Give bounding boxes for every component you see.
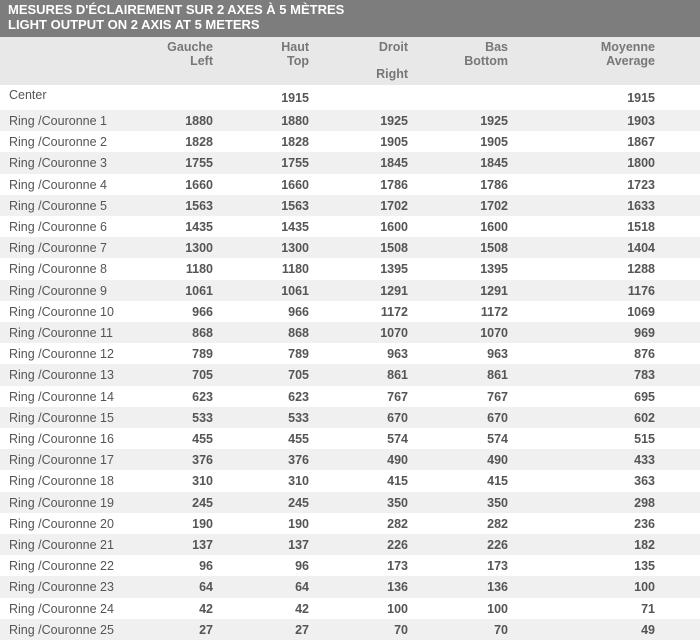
cell-top: 1880 [281, 114, 309, 128]
table-row [0, 322, 700, 343]
table-row [0, 110, 700, 131]
cell-right: 1600 [380, 220, 408, 234]
cell-left: 27 [199, 622, 213, 637]
cell-bottom: 1786 [480, 177, 508, 192]
cell-right: 350 [387, 495, 408, 510]
cell-top: 190 [288, 516, 309, 531]
cell-bottom: 767 [487, 389, 508, 404]
table-row [0, 534, 700, 555]
cell-average: 515 [634, 432, 655, 446]
table-row [0, 258, 700, 279]
row-label: Ring /Couronne 23 [9, 580, 114, 595]
row-label: Ring /Couronne 3 [9, 156, 107, 171]
cell-average: 363 [634, 474, 655, 489]
cell-left: 376 [192, 453, 213, 468]
cell-top: 1828 [281, 135, 309, 150]
cell-left: 1828 [185, 135, 213, 150]
cell-left: 190 [192, 516, 213, 531]
row-label: Ring /Couronne 25 [9, 622, 114, 637]
cell-average: 969 [634, 326, 655, 340]
cell-average: 100 [634, 580, 655, 595]
cell-left: 868 [192, 326, 213, 340]
cell-left: 310 [192, 474, 213, 489]
cell-average: 1404 [627, 241, 655, 256]
cell-left: 137 [192, 538, 213, 552]
cell-right: 1508 [380, 241, 408, 256]
row-label: Ring /Couronne 24 [9, 601, 114, 616]
table-row [0, 428, 700, 449]
cell-left: 1660 [185, 177, 213, 192]
cell-average: 1176 [627, 283, 655, 298]
row-label: Ring /Couronne 18 [9, 474, 114, 489]
table-row [0, 407, 700, 428]
header-top [281, 41, 309, 68]
cell-left: 533 [192, 410, 213, 425]
cell-bottom: 1395 [480, 262, 508, 277]
row-label: Ring /Couronne 12 [9, 347, 114, 362]
cell-bottom: 1702 [480, 198, 508, 213]
cell-top: 1915 [281, 91, 309, 105]
cell-bottom: 415 [487, 474, 508, 489]
cell-right: 490 [387, 453, 408, 468]
table-row [0, 492, 700, 513]
table-row [0, 513, 700, 534]
header-average-fr: Moyenne [600, 40, 655, 54]
cell-bottom: 1172 [480, 304, 508, 319]
row-label: Ring /Couronne 22 [9, 559, 114, 574]
cell-bottom: 1291 [480, 283, 508, 298]
row-label: Center [9, 88, 47, 102]
cell-bottom: 670 [487, 410, 508, 425]
table-title [0, 0, 700, 37]
cell-average: 433 [634, 453, 655, 468]
row-label: Ring /Couronne 15 [9, 410, 114, 425]
cell-left: 1563 [185, 198, 213, 213]
cell-right: 1070 [380, 326, 408, 340]
cell-bottom: 861 [487, 368, 508, 383]
row-label: Ring /Couronne 13 [9, 368, 114, 383]
cell-bottom: 1905 [480, 135, 508, 150]
table-row [0, 555, 700, 576]
cell-right: 415 [387, 474, 408, 489]
cell-bottom: 70 [494, 622, 508, 637]
cell-right: 1702 [380, 198, 408, 213]
cell-top: 1660 [281, 177, 309, 192]
table-row [0, 576, 700, 597]
cell-top: 789 [288, 347, 309, 362]
cell-top: 1180 [281, 262, 309, 277]
header-right [376, 41, 408, 81]
table-row [0, 598, 700, 619]
cell-right: 173 [387, 559, 408, 574]
cell-average: 1915 [627, 91, 655, 105]
cell-average: 1867 [627, 135, 655, 150]
cell-average: 182 [634, 538, 655, 552]
cell-average: 298 [634, 495, 655, 510]
table-row [0, 280, 700, 301]
header-right-fr: Droit [378, 40, 408, 54]
cell-average: 1518 [627, 220, 655, 234]
table-row [0, 85, 700, 110]
cell-left: 1061 [185, 283, 213, 298]
cell-top: 966 [288, 304, 309, 319]
cell-bottom: 1508 [480, 241, 508, 256]
cell-left: 623 [192, 389, 213, 404]
cell-average: 602 [634, 410, 655, 425]
header-top-en: Top [287, 53, 309, 68]
cell-bottom: 574 [487, 432, 508, 446]
cell-average: 783 [634, 368, 655, 383]
header-bottom-en: Bottom [464, 53, 508, 68]
cell-left: 245 [192, 495, 213, 510]
cell-right: 963 [387, 347, 408, 362]
cell-bottom: 1845 [480, 156, 508, 171]
cell-average: 1288 [627, 262, 655, 277]
cell-top: 533 [288, 410, 309, 425]
row-label: Ring /Couronne 17 [9, 453, 114, 468]
cell-right: 767 [387, 389, 408, 404]
table-row [0, 343, 700, 364]
row-label: Ring /Couronne 14 [9, 389, 114, 404]
cell-right: 1786 [380, 177, 408, 192]
cell-bottom: 350 [487, 495, 508, 510]
row-label: Ring /Couronne 19 [9, 495, 114, 510]
cell-right: 70 [394, 622, 408, 637]
cell-left: 96 [199, 559, 213, 574]
cell-right: 1845 [380, 156, 408, 171]
cell-top: 1300 [281, 241, 309, 256]
cell-average: 695 [634, 389, 655, 404]
row-label: Ring /Couronne 1 [9, 114, 107, 128]
table-row [0, 386, 700, 407]
cell-top: 310 [288, 474, 309, 489]
cell-right: 1905 [380, 135, 408, 150]
cell-right: 226 [387, 538, 408, 552]
cell-right: 136 [387, 580, 408, 595]
cell-right: 100 [387, 601, 408, 616]
table-row [0, 195, 700, 216]
cell-top: 868 [288, 326, 309, 340]
cell-right: 861 [387, 368, 408, 383]
cell-average: 135 [634, 559, 655, 574]
cell-average: 49 [641, 622, 655, 637]
cell-bottom: 1600 [480, 220, 508, 234]
cell-right: 574 [387, 432, 408, 446]
cell-left: 1755 [185, 156, 213, 171]
cell-average: 1903 [627, 114, 655, 128]
cell-left: 64 [199, 580, 213, 595]
row-label: Ring /Couronne 9 [9, 283, 107, 298]
cell-bottom: 1925 [480, 114, 508, 128]
cell-bottom: 100 [487, 601, 508, 616]
cell-left: 966 [192, 304, 213, 319]
cell-average: 236 [634, 516, 655, 531]
title-line-en: LIGHT OUTPUT ON 2 AXIS AT 5 METERS [8, 16, 260, 32]
cell-left: 789 [192, 347, 213, 362]
cell-right: 1925 [380, 114, 408, 128]
row-label: Ring /Couronne 10 [9, 304, 114, 319]
cell-bottom: 282 [487, 516, 508, 531]
cell-top: 137 [288, 538, 309, 552]
cell-top: 245 [288, 495, 309, 510]
table-row [0, 131, 700, 152]
cell-top: 1563 [281, 198, 309, 213]
cell-top: 376 [288, 453, 309, 468]
row-label: Ring /Couronne 20 [9, 516, 114, 531]
table-row [0, 301, 700, 322]
cell-top: 1061 [281, 283, 309, 298]
cell-bottom: 1070 [480, 326, 508, 340]
cell-top: 27 [295, 622, 309, 637]
row-label: Ring /Couronne 5 [9, 198, 107, 213]
column-header-row [0, 37, 700, 85]
row-label: Ring /Couronne 8 [9, 262, 107, 277]
cell-bottom: 490 [487, 453, 508, 468]
cell-bottom: 173 [487, 559, 508, 574]
cell-left: 42 [199, 601, 213, 616]
row-label: Ring /Couronne 2 [9, 135, 107, 150]
cell-top: 455 [288, 432, 309, 446]
cell-bottom: 226 [487, 538, 508, 552]
table-row [0, 470, 700, 491]
table-row [0, 449, 700, 470]
row-label: Ring /Couronne 7 [9, 241, 107, 256]
cell-top: 96 [295, 559, 309, 574]
header-left [167, 41, 213, 68]
header-left-fr: Gauche [167, 40, 213, 54]
cell-left: 1180 [185, 262, 213, 277]
row-label: Ring /Couronne 11 [9, 326, 114, 340]
table-row [0, 152, 700, 173]
cell-average: 71 [641, 601, 655, 616]
cell-left: 1435 [185, 220, 213, 234]
header-top-fr: Haut [281, 40, 309, 54]
cell-average: 1633 [627, 198, 655, 213]
cell-right: 1172 [380, 304, 408, 319]
cell-top: 1435 [281, 220, 309, 234]
row-label: Ring /Couronne 21 [9, 538, 114, 552]
cell-average: 1069 [627, 304, 655, 319]
cell-right: 1395 [380, 262, 408, 277]
header-right-en: Right [376, 66, 408, 81]
header-average [601, 41, 655, 68]
cell-right: 670 [387, 410, 408, 425]
row-label: Ring /Couronne 6 [9, 220, 107, 234]
cell-left: 1300 [185, 241, 213, 256]
table-row [0, 216, 700, 237]
cell-bottom: 136 [487, 580, 508, 595]
cell-left: 705 [192, 368, 213, 383]
cell-average: 1800 [627, 156, 655, 171]
cell-bottom: 963 [487, 347, 508, 362]
cell-average: 876 [634, 347, 655, 362]
cell-top: 64 [295, 580, 309, 595]
cell-top: 623 [288, 389, 309, 404]
table-row [0, 619, 700, 640]
header-average-en: Average [606, 53, 655, 68]
header-left-en: Left [190, 53, 213, 68]
cell-left: 1880 [185, 114, 213, 128]
cell-right: 1291 [380, 283, 408, 298]
header-bottom [464, 41, 508, 68]
row-label: Ring /Couronne 16 [9, 432, 114, 446]
title-line-fr: MESURES D'ÉCLAIREMENT SUR 2 AXES À 5 MÈTRES [8, 2, 345, 17]
cell-top: 42 [295, 601, 309, 616]
cell-average: 1723 [627, 177, 655, 192]
table-row [0, 237, 700, 258]
table-row [0, 174, 700, 195]
row-label: Ring /Couronne 4 [9, 177, 107, 192]
header-bottom-fr: Bas [485, 40, 508, 54]
cell-left: 455 [192, 432, 213, 446]
cell-top: 1755 [281, 156, 309, 171]
cell-right: 282 [387, 516, 408, 531]
table-row [0, 364, 700, 385]
cell-top: 705 [288, 368, 309, 383]
